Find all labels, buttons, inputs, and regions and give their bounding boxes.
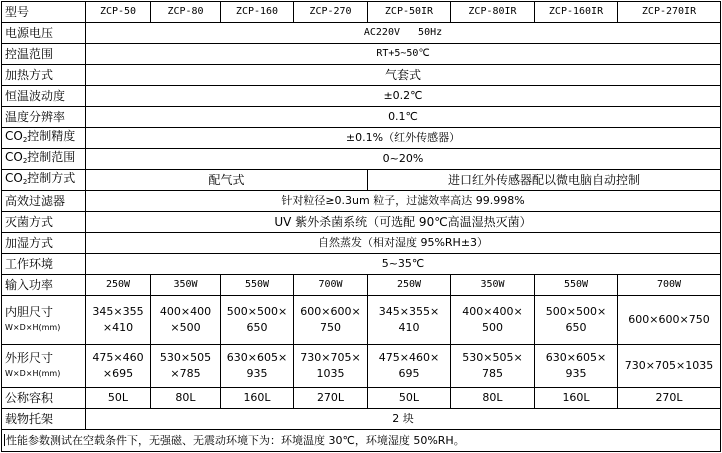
co2-label-prefix: CO bbox=[5, 171, 23, 185]
outer-size-cell bbox=[368, 345, 451, 388]
model-header: ZCP-80IR bbox=[451, 2, 535, 23]
dim-line: 345×355× bbox=[378, 305, 440, 318]
heating-value: 气套式 bbox=[86, 65, 721, 86]
inner-unit-label: W×D×H(mm) bbox=[5, 323, 61, 332]
spec-row-voltage bbox=[2, 23, 721, 44]
outer-size-cell bbox=[618, 345, 721, 388]
dim-line: 500 bbox=[482, 321, 503, 334]
dim-line: 500×500× bbox=[545, 305, 607, 318]
capacity-value: 50L bbox=[86, 388, 151, 409]
spec-row-co2-range bbox=[2, 149, 721, 170]
spec-row-co2-method bbox=[2, 170, 721, 191]
row-label-environment: 工作环境 bbox=[2, 254, 86, 275]
spec-row-capacity bbox=[2, 388, 721, 409]
spec-row-outer bbox=[2, 345, 721, 388]
row-label-co2-method bbox=[2, 170, 86, 191]
dim-line: 500×500× bbox=[226, 305, 288, 318]
inner-size-cell bbox=[151, 296, 221, 345]
dim-line: 600×600× bbox=[300, 305, 361, 318]
inner-label: 内胆尺寸 bbox=[5, 305, 54, 319]
model-header: ZCP-50IR bbox=[368, 2, 451, 23]
row-label-inner bbox=[2, 296, 86, 345]
spec-table bbox=[1, 1, 721, 452]
power-value: 550W bbox=[221, 275, 294, 296]
inner-size-cell bbox=[535, 296, 618, 345]
dim-line: 530×505× bbox=[462, 351, 523, 364]
spec-row-co2-precision bbox=[2, 128, 721, 149]
outer-size-cell bbox=[535, 345, 618, 388]
co2-range-value: 0~20% bbox=[86, 149, 721, 170]
spec-row-inner bbox=[2, 296, 721, 345]
dim-line: 410 bbox=[398, 321, 420, 334]
sterilization-value: UV 紫外杀菌系统（可选配 90℃高温湿热灭菌） bbox=[86, 212, 721, 233]
row-label-humidification: 加湿方式 bbox=[2, 233, 86, 254]
capacity-value: 270L bbox=[294, 388, 368, 409]
model-header: ZCP-50 bbox=[86, 2, 151, 23]
row-label-voltage: 电源电压 bbox=[2, 23, 86, 44]
power-value: 700W bbox=[618, 275, 721, 296]
capacity-value: 270L bbox=[618, 388, 721, 409]
capacity-value: 160L bbox=[221, 388, 294, 409]
resolution-value: 0.1℃ bbox=[86, 107, 721, 128]
dim-line: 630×605× bbox=[226, 351, 288, 364]
spec-row-temp-range bbox=[2, 44, 721, 65]
model-header: ZCP-270IR bbox=[618, 2, 721, 23]
humidification-value: 自然蒸发（相对湿度 95%RH±3） bbox=[86, 233, 721, 254]
capacity-value: 80L bbox=[451, 388, 535, 409]
co2-method-ir: 进口红外传感器配以微电脑自动控制 bbox=[368, 170, 721, 191]
tray-value: 2 块 bbox=[86, 409, 721, 430]
capacity-value: 160L bbox=[535, 388, 618, 409]
outer-size-cell bbox=[221, 345, 294, 388]
row-label-tray: 载物托架 bbox=[2, 409, 86, 430]
dim-line: 730×705× bbox=[300, 351, 361, 364]
co2-label-subscript: 2 bbox=[22, 157, 28, 165]
co2-label-suffix: 控制范围 bbox=[27, 150, 76, 164]
model-header: ZCP-80 bbox=[151, 2, 221, 23]
co2-label-subscript: 2 bbox=[22, 178, 28, 186]
inner-size-cell bbox=[618, 296, 721, 345]
row-label-fluctuation: 恒温波动度 bbox=[2, 86, 86, 107]
header-row bbox=[2, 2, 721, 23]
co2-precision-value: ±0.1%（红外传感器） bbox=[86, 128, 721, 149]
outer-size-cell bbox=[151, 345, 221, 388]
row-label-co2-precision bbox=[2, 128, 86, 149]
spec-row-power bbox=[2, 275, 721, 296]
dim-line: 400×400× bbox=[462, 305, 523, 318]
dim-line: 475×460× bbox=[378, 351, 440, 364]
row-label-sterilization: 灭菌方式 bbox=[2, 212, 86, 233]
row-label-temp-range: 控温范围 bbox=[2, 44, 86, 65]
inner-size-cell bbox=[294, 296, 368, 345]
model-header: ZCP-270 bbox=[294, 2, 368, 23]
power-value: 350W bbox=[451, 275, 535, 296]
row-label-outer bbox=[2, 345, 86, 388]
voltage-value: AC220V 50Hz bbox=[86, 23, 721, 44]
dim-line: 935 bbox=[246, 367, 268, 380]
dim-line: 530×505 bbox=[159, 351, 212, 364]
outer-size-cell bbox=[451, 345, 535, 388]
filter-value: 针对粒径≥0.3um 粒子，过滤效率高达 99.998% bbox=[86, 191, 721, 212]
power-value: 700W bbox=[294, 275, 368, 296]
spec-row-resolution bbox=[2, 107, 721, 128]
power-value: 250W bbox=[368, 275, 451, 296]
spec-row-environment bbox=[2, 254, 721, 275]
dim-line: 935 bbox=[565, 367, 587, 380]
dim-line: 600×600×750 bbox=[628, 313, 710, 326]
fluctuation-value: ±0.2℃ bbox=[86, 86, 721, 107]
co2-label-suffix: 控制精度 bbox=[27, 129, 76, 143]
dim-line: 630×605× bbox=[545, 351, 607, 364]
dim-line: 400×400 bbox=[159, 305, 212, 318]
dim-line: 785 bbox=[482, 367, 503, 380]
spec-row-tray bbox=[2, 409, 721, 430]
dim-line: 475×460 bbox=[92, 351, 144, 364]
footnote-text: 性能参数测试在空载条件下，无强磁、无震动环境下为：环境温度 30℃，环境湿度 50%RH。 bbox=[6, 433, 465, 447]
inner-size-cell bbox=[86, 296, 151, 345]
temp-range-value: RT+5~50℃ bbox=[86, 44, 721, 65]
spec-row-heating bbox=[2, 65, 721, 86]
footnote bbox=[2, 430, 721, 452]
inner-size-cell bbox=[368, 296, 451, 345]
inner-size-cell bbox=[451, 296, 535, 345]
power-value: 350W bbox=[151, 275, 221, 296]
row-label-filter: 高效过滤器 bbox=[2, 191, 86, 212]
dim-line: 1035 bbox=[316, 367, 345, 380]
row-label-capacity: 公称容积 bbox=[2, 388, 86, 409]
environment-value: 5~35℃ bbox=[86, 254, 721, 275]
capacity-value: 50L bbox=[368, 388, 451, 409]
dim-line: 345×355 bbox=[92, 305, 144, 318]
outer-size-cell bbox=[294, 345, 368, 388]
dim-line: 695 bbox=[398, 367, 420, 380]
footnote-row bbox=[2, 430, 721, 452]
co2-label-subscript: 2 bbox=[22, 136, 28, 144]
dim-line: ×410 bbox=[102, 321, 134, 334]
row-label-heating: 加热方式 bbox=[2, 65, 86, 86]
dim-line: ×695 bbox=[102, 367, 134, 380]
co2-label-suffix: 控制方式 bbox=[27, 171, 76, 185]
outer-unit-label: W×D×H(mm) bbox=[5, 369, 61, 378]
dim-line: 730×705×1035 bbox=[624, 359, 714, 372]
spec-row-humidification bbox=[2, 233, 721, 254]
inner-size-cell bbox=[221, 296, 294, 345]
spec-row-filter bbox=[2, 191, 721, 212]
model-header: ZCP-160IR bbox=[535, 2, 618, 23]
row-label-co2-range bbox=[2, 149, 86, 170]
dim-line: ×500 bbox=[170, 321, 201, 334]
dim-line: 650 bbox=[565, 321, 587, 334]
spec-row-sterilization bbox=[2, 212, 721, 233]
dim-line: 750 bbox=[320, 321, 341, 334]
dim-line: 650 bbox=[246, 321, 268, 334]
text-cursor bbox=[4, 434, 5, 446]
row-label-resolution: 温度分辨率 bbox=[2, 107, 86, 128]
dim-line: ×785 bbox=[170, 367, 201, 380]
capacity-value: 80L bbox=[151, 388, 221, 409]
power-value: 550W bbox=[535, 275, 618, 296]
co2-label-prefix: CO bbox=[5, 150, 23, 164]
co2-method-standard: 配气式 bbox=[86, 170, 368, 191]
spec-row-fluctuation bbox=[2, 86, 721, 107]
row-label-power: 输入功率 bbox=[2, 275, 86, 296]
power-value: 250W bbox=[86, 275, 151, 296]
row-label-model: 型号 bbox=[2, 2, 86, 23]
outer-label: 外形尺寸 bbox=[5, 351, 54, 365]
model-header: ZCP-160 bbox=[221, 2, 294, 23]
co2-label-prefix: CO bbox=[5, 129, 23, 143]
outer-size-cell bbox=[86, 345, 151, 388]
